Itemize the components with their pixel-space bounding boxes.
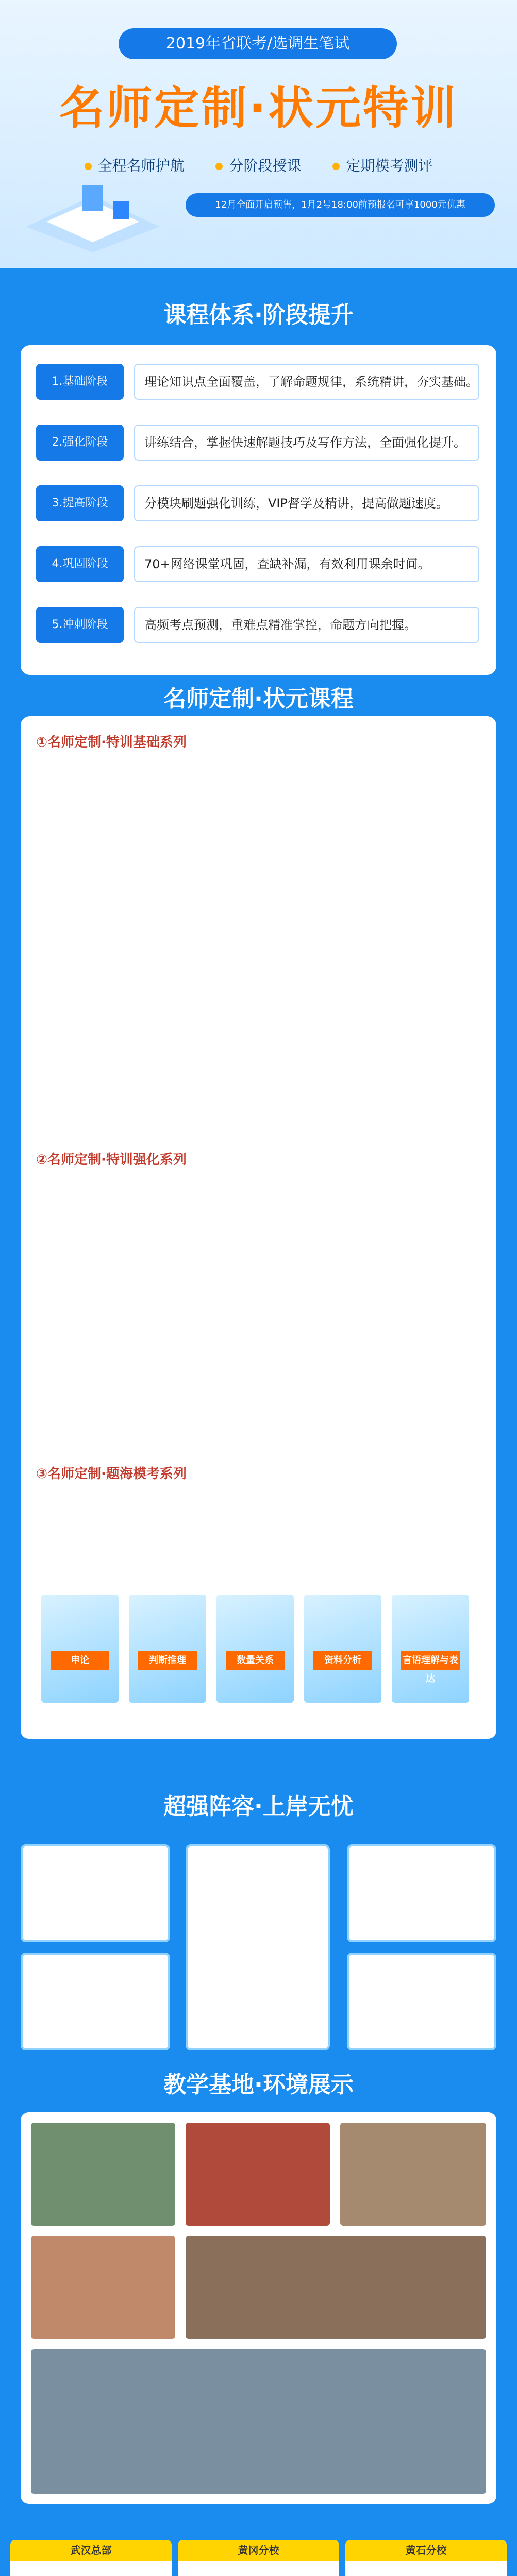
bullet-3: 定期模考测评 — [332, 157, 432, 174]
campus-photo — [340, 2123, 486, 2226]
campus-photo — [186, 2123, 330, 2226]
book-cover — [129, 1595, 206, 1703]
bullet-2: 分阶段授课 — [215, 157, 301, 174]
phase-label: 1.基础阶段 — [36, 364, 124, 400]
office-card — [345, 2540, 507, 2576]
hero-title: 名师定制·状元特训 — [59, 81, 458, 134]
campus-photo — [186, 2236, 486, 2339]
phase-label: 5.冲刺阶段 — [36, 607, 124, 643]
campus-photo — [31, 2349, 486, 2494]
book-cover — [41, 1595, 119, 1703]
teacher-card — [21, 1953, 170, 2050]
office-card — [178, 2540, 339, 2576]
teachers-panel — [0, 1844, 517, 2050]
exam-tag: 2019年省联考/选调生笔试 — [119, 28, 397, 59]
isometric-illustration — [15, 170, 170, 252]
hero-banner — [0, 0, 517, 268]
phase-item — [36, 421, 479, 465]
book-cover — [304, 1595, 381, 1703]
teachers-title: 超强阵容·上岸无忧 — [163, 1793, 354, 1820]
book-cover — [392, 1595, 469, 1703]
courses-title: 名师定制·状元课程 — [163, 686, 354, 712]
teacher-card — [347, 1844, 496, 1942]
office-name: 黄冈分校 — [178, 2540, 339, 2561]
office-name: 武汉总部 — [10, 2540, 172, 2561]
bullet-1: 全程名师护航 — [85, 157, 185, 174]
book-title: 判断推理 — [138, 1651, 197, 1670]
teacher-card — [186, 1844, 330, 2050]
phases-title: 课程体系·阶段提升 — [163, 302, 354, 328]
office-name: 黄石分校 — [345, 2540, 507, 2561]
series-heading: ①名师定制·特训基础系列 — [36, 735, 187, 750]
phase-text: 高频考点预测，重难点精准掌控，命题方向把握。 — [134, 607, 479, 643]
book-title: 数量关系 — [226, 1651, 285, 1670]
teacher-card — [347, 1953, 496, 2050]
gallery-title: 教学基地·环境展示 — [163, 2072, 354, 2098]
campus-photo — [31, 2236, 175, 2339]
phase-text: 70+网络课堂巩固，查缺补漏，有效利用课余时间。 — [134, 546, 479, 582]
phase-text: 分模块刷题强化训练，VIP督学及精讲，提高做题速度。 — [134, 485, 479, 521]
gallery-panel — [21, 2112, 496, 2504]
phase-label: 2.强化阶段 — [36, 425, 124, 461]
phase-item — [36, 543, 479, 586]
phase-text: 理论知识点全面覆盖，了解命题规律，系统精讲，夯实基础。 — [134, 364, 479, 400]
campus-photo — [31, 2123, 175, 2226]
phases-panel — [21, 345, 496, 675]
books-panel — [21, 1574, 496, 1739]
book-title: 言语理解与表达 — [401, 1651, 460, 1670]
series-heading: ②名师定制·特训强化系列 — [36, 1152, 187, 1167]
phase-text: 讲练结合，掌握快速解题技巧及写作方法，全面强化提升。 — [134, 425, 479, 461]
phase-label: 4.巩固阶段 — [36, 546, 124, 582]
book-cover — [216, 1595, 294, 1703]
phase-item — [36, 361, 479, 404]
office-card — [10, 2540, 172, 2576]
footer — [10, 2540, 507, 2576]
series-heading: ③名师定制·题海模考系列 — [36, 1466, 187, 1482]
phase-item — [36, 604, 479, 647]
book-title: 申论 — [51, 1651, 109, 1670]
books-title: 学员专用·题海教材 — [163, 1536, 354, 1562]
book-title: 资料分析 — [313, 1651, 372, 1670]
presale-notice: 12月全面开启预售，1月2号18:00前预报名可享1000元优惠 — [186, 193, 495, 217]
phase-item — [36, 482, 479, 526]
teacher-card — [21, 1844, 170, 1942]
phase-label: 3.提高阶段 — [36, 485, 124, 521]
